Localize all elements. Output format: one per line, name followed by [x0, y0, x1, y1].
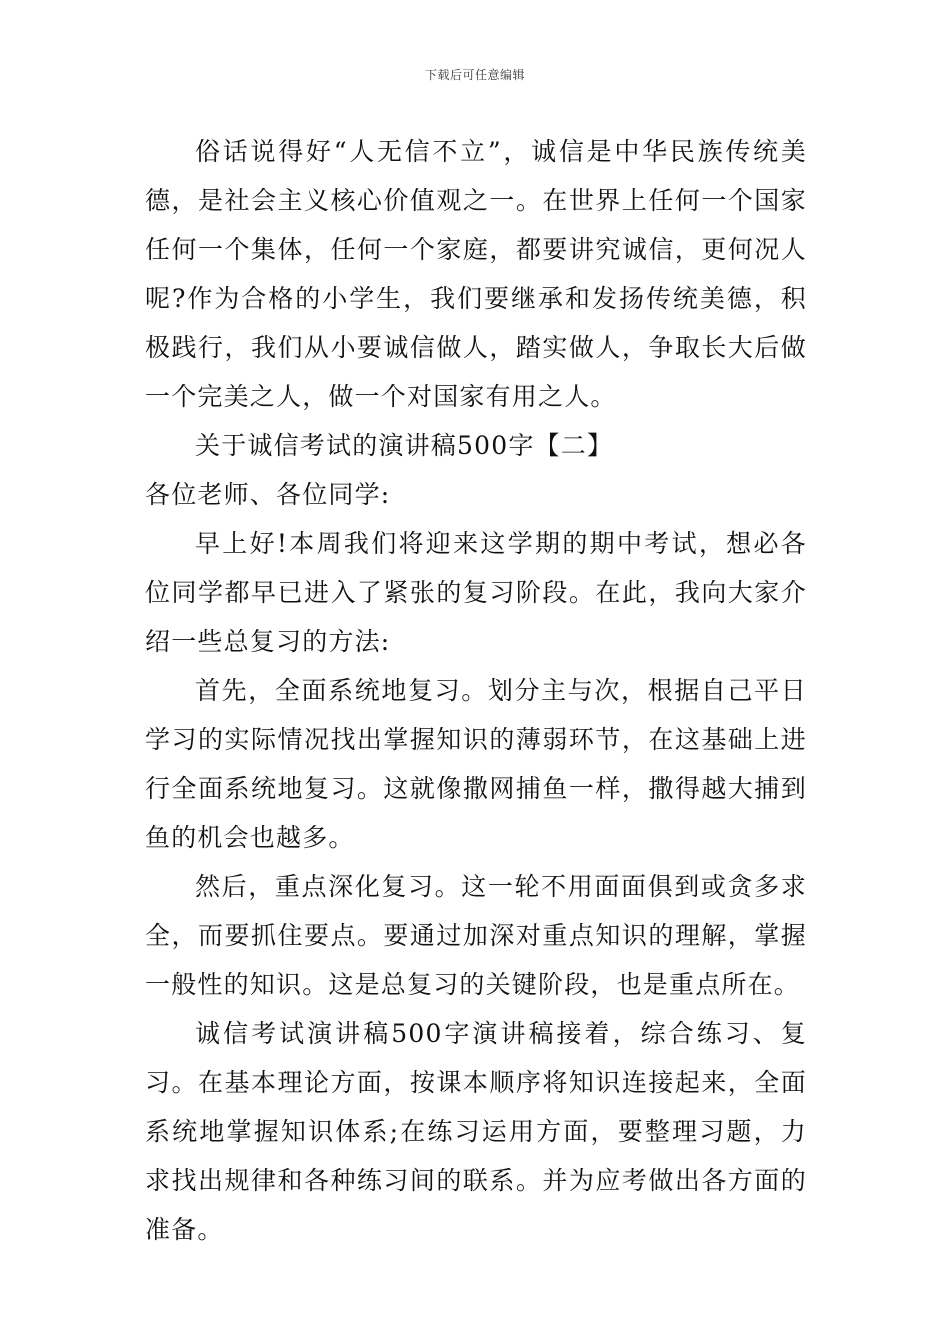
section-title: 关于诚信考试的演讲稿500字【二】 [195, 431, 614, 460]
paragraph-then: 然后，重点深化复习。这一轮不用面面俱到或贪多求全，而要抓住要点。要通过加深对重点知识的理解，掌握一般性的知识。这是总复习的关键阶段，也是重点所在。 [145, 872, 807, 999]
paragraph-next: 诚信考试演讲稿500字演讲稿接着，综合练习、复习。在基本理论方面，按课本顺序将知识连接起来，全面系统地掌握知识体系;在练习运用方面，要整理习题，力求找出规律和各种练习间的联系。并为应考做出各方面的准备。 [145, 1019, 807, 1244]
salutation: 各位老师、各位同学: [145, 480, 391, 509]
paragraph-first: 首先，全面系统地复习。划分主与次，根据自己平日学习的实际情况找出掌握知识的薄弱环节，在这基础上进行全面系统地复习。这就像撒网捕鱼一样，撒得越大捕到鱼的机会也越多。 [145, 676, 807, 852]
page-header: 下载后可任意编辑 [424, 68, 525, 82]
paragraph-intro: 俗话说得好“人无信不立”，诚信是中华民族传统美德，是社会主义核心价值观之一。在世界上任何一个国家任何一个集体，任何一个家庭，都要讲究诚信，更何况人呢?作为合格的小学生，我们要继承和发扬传统美德，积极践行，我们从小要诚信做人，踏实做人，争取长大后做一个完美之人，做一个对国家有用之人。 [145, 137, 807, 411]
document-body [145, 127, 807, 1254]
paragraph-greeting: 早上好!本周我们将迎来这学期的期中考试，想必各位同学都早已进入了紧张的复习阶段。在此，我向大家介绍一些总复习的方法: [145, 529, 807, 656]
